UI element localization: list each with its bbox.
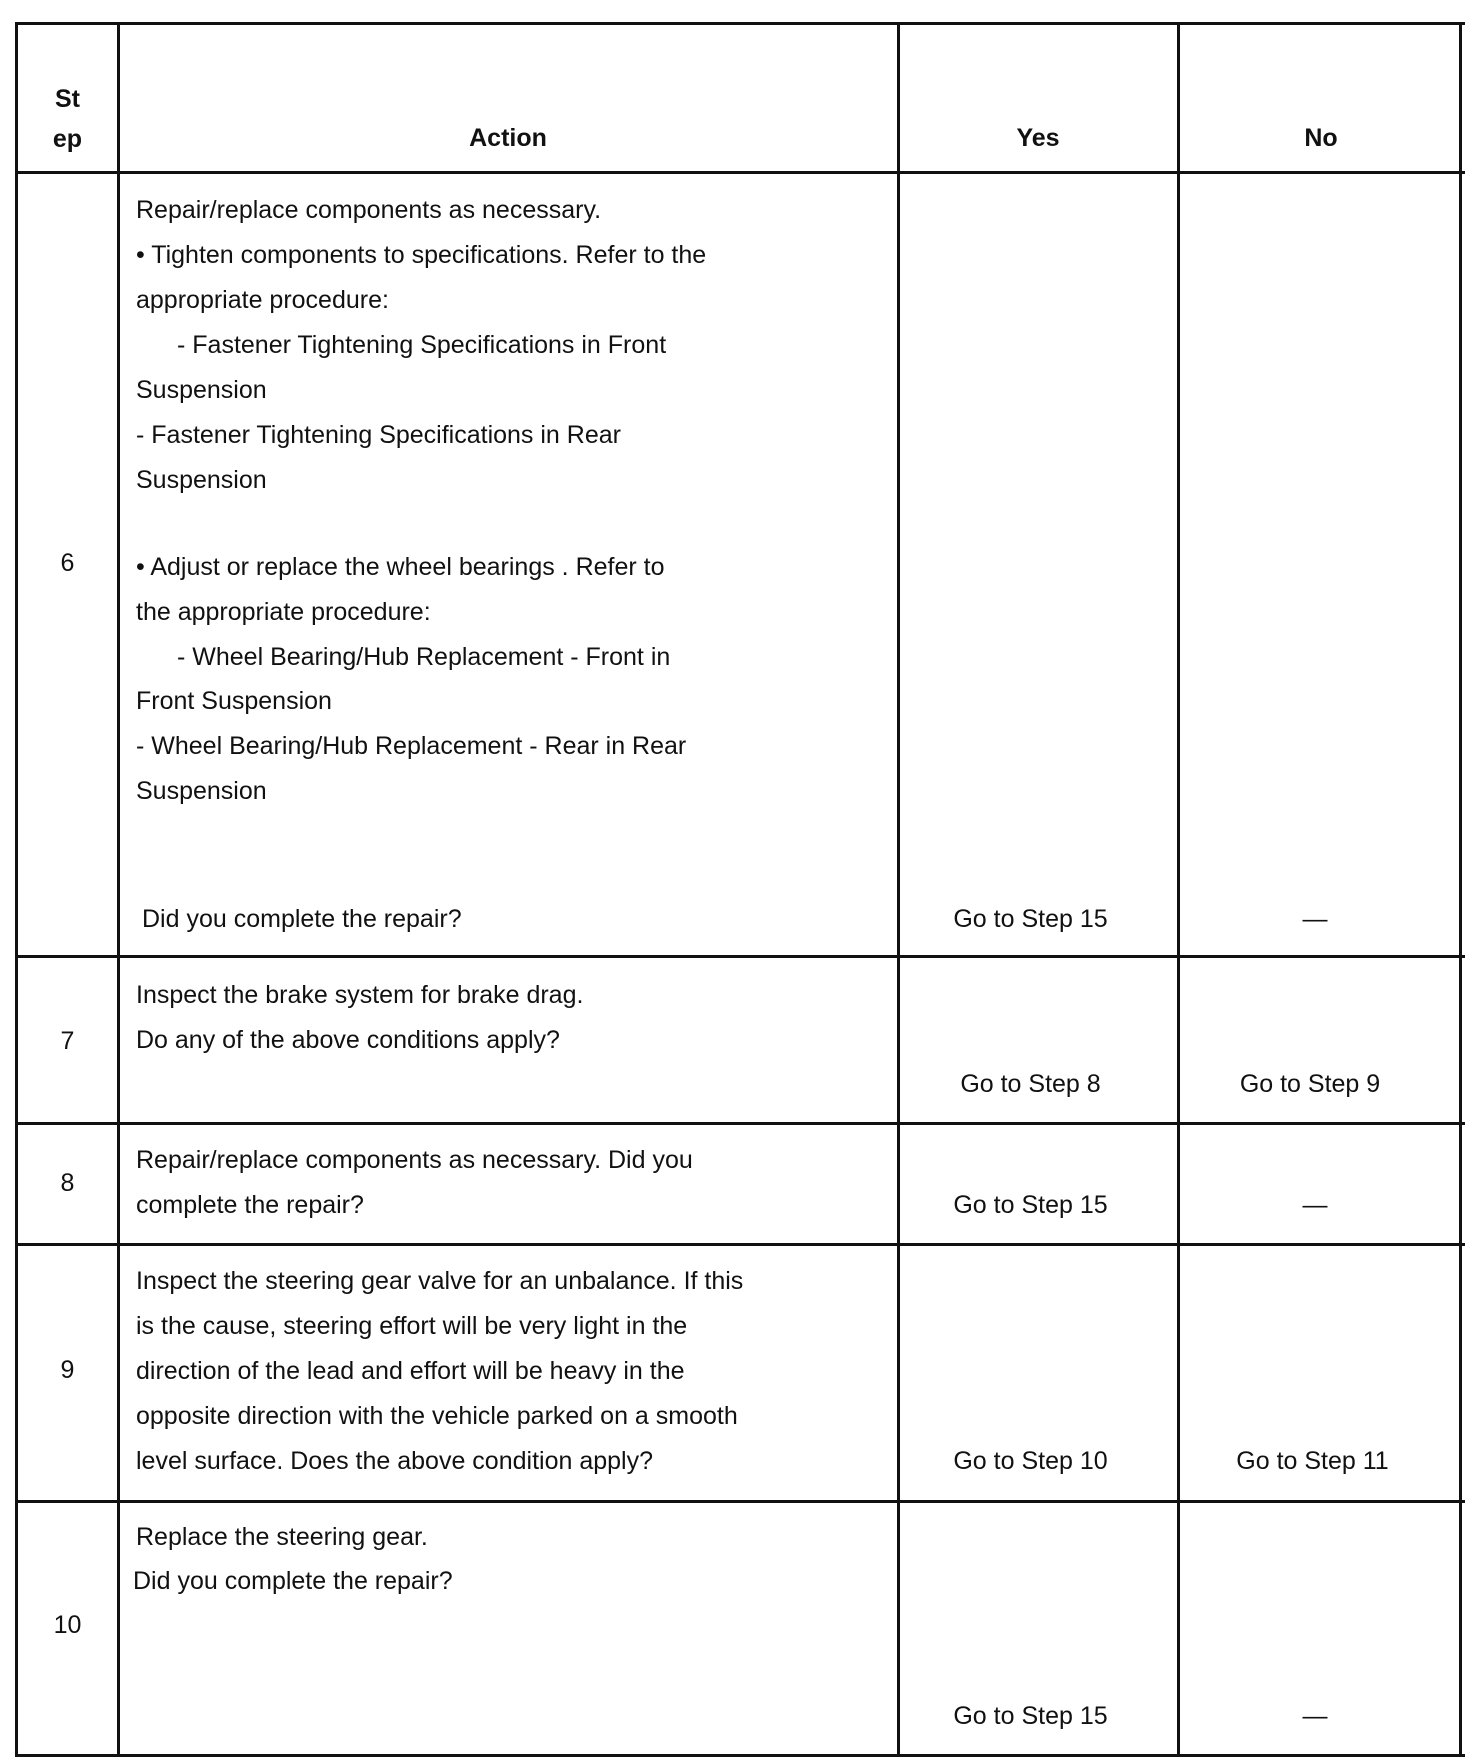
header-no: No <box>1304 124 1338 152</box>
header-step <box>17 79 118 159</box>
action-line: level surface. Does the above condition apply? <box>136 1447 653 1475</box>
action-line: Did you complete the repair? <box>142 905 462 933</box>
action-line: appropriate procedure: <box>136 286 389 314</box>
row-divider <box>15 1243 1465 1246</box>
header-action: Action <box>469 124 547 152</box>
yes-cell: Go to Step 10 <box>953 1447 1108 1475</box>
action-line: • Adjust or replace the wheel bearings . Refer to <box>136 553 665 581</box>
yes-cell: Go to Step 15 <box>953 1191 1108 1219</box>
action-line: opposite direction with the vehicle parked on a smooth <box>136 1402 738 1430</box>
action-line: Repair/replace components as necessary. <box>136 196 602 224</box>
column-divider <box>1177 22 1180 1757</box>
row-divider <box>15 1122 1465 1125</box>
action-line: the appropriate procedure: <box>136 598 431 626</box>
action-line: direction of the lead and effort will be heavy in the <box>136 1357 685 1385</box>
column-divider <box>897 22 900 1757</box>
action-line: Repair/replace components as necessary. Did you <box>136 1146 693 1174</box>
no-cell: — <box>1302 1191 1328 1219</box>
no-cell: Go to Step 9 <box>1239 1070 1381 1098</box>
action-line: - Fastener Tightening Specifications in Rear <box>136 421 621 449</box>
header-step-line2: ep <box>52 125 83 153</box>
action-line: Inspect the steering gear valve for an unbalance. If this <box>136 1267 744 1295</box>
header-step-line1: St <box>55 85 80 113</box>
action-line: is the cause, steering effort will be very light in the <box>136 1312 688 1340</box>
header-yes: Yes <box>1016 124 1060 152</box>
header-divider <box>15 171 1465 174</box>
no-cell: — <box>1302 1702 1328 1730</box>
step-number: 9 <box>60 1356 75 1384</box>
action-line: Suspension <box>136 466 267 494</box>
action-line: complete the repair? <box>136 1191 364 1219</box>
action-line: • Tighten components to specifications. Refer to the <box>136 241 707 269</box>
action-line: Do any of the above conditions apply? <box>136 1026 560 1054</box>
no-cell: Go to Step 11 <box>1236 1447 1389 1475</box>
action-line: Front Suspension <box>136 687 332 715</box>
yes-cell: Go to Step 8 <box>960 1070 1101 1098</box>
action-line: Suspension <box>136 777 267 805</box>
table-border-top <box>15 22 1465 25</box>
table-border-bottom <box>15 1754 1465 1757</box>
yes-cell: Go to Step 15 <box>953 1702 1108 1730</box>
action-line: Inspect the brake system for brake drag. <box>136 981 584 1009</box>
row-divider <box>15 955 1465 958</box>
step-number: 7 <box>60 1027 75 1055</box>
action-line: - Fastener Tightening Specifications in Front <box>177 331 667 359</box>
row-divider <box>15 1500 1465 1503</box>
action-line: Replace the steering gear. <box>136 1523 428 1551</box>
table-border-left <box>15 22 18 1757</box>
action-line: - Wheel Bearing/Hub Replacement - Front in <box>177 643 671 671</box>
step-number: 8 <box>60 1169 75 1197</box>
action-line: Did you complete the repair? <box>133 1567 453 1595</box>
step-number: 6 <box>60 549 75 577</box>
no-cell: — <box>1302 905 1328 933</box>
action-line: Suspension <box>136 376 267 404</box>
yes-cell: Go to Step 15 <box>953 905 1108 933</box>
action-line: - Wheel Bearing/Hub Replacement - Rear in Rear <box>136 732 687 760</box>
column-divider <box>117 22 120 1757</box>
table-border-right <box>1459 22 1462 1757</box>
step-number: 10 <box>53 1611 82 1639</box>
